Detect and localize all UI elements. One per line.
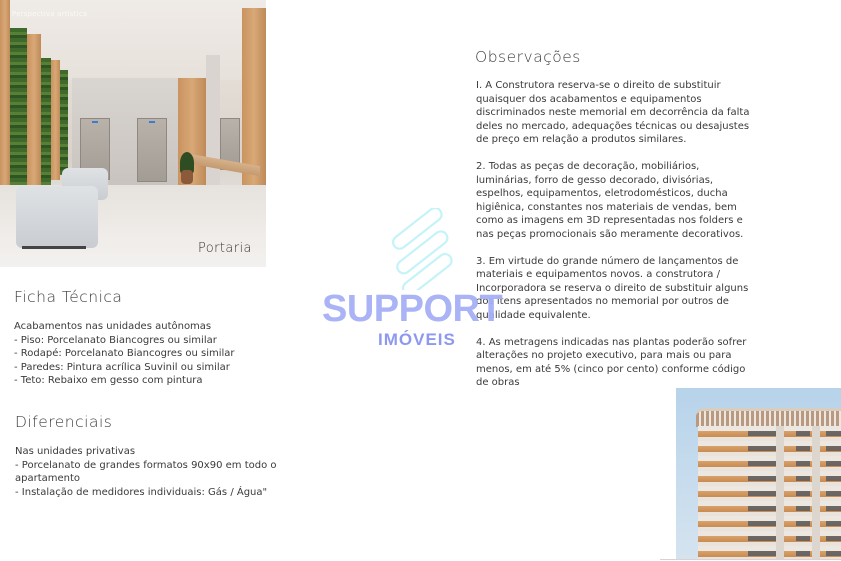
ficha-tecnica-body xyxy=(14,320,294,388)
ficha-line: - Piso: Porcelanato Biancogres ou similar xyxy=(14,334,217,346)
wood-column xyxy=(51,60,60,180)
observacao-item: 4. As metragens indicadas nas plantas poderão sofrer alterações no projeto executivo, para mais ou para menos, em até 5% (cinco por cento) conforme código de obras xyxy=(476,336,747,388)
observacao-item: 2. Todas as peças de decoração, mobiliários, luminárias, forro de gesso decorado, divisórias, espelhos, equipamentos, eletrodomésticos, ducha higiênica, constantes nos materiais de vendas, bem como as imagens em 3D representadas nos folders e nas peças promocionais são meramente decorativos. xyxy=(476,161,744,240)
wood-column xyxy=(27,34,41,204)
building-windows xyxy=(748,426,778,559)
elevator-door xyxy=(137,118,167,182)
watermark-brand: SUPPORT xyxy=(322,288,503,330)
building-column xyxy=(776,426,784,559)
observacao-item: I. A Construtora reserva-se o direito de substituir quaisquer dos acabamentos e equipamentos discriminados neste memorial em decorrência da falta deles no mercado, adequações técnicas ou desajustes de preço em relação a produtos similares. xyxy=(476,80,750,145)
watermark-subbrand: IMÓVEIS xyxy=(378,330,456,349)
ficha-line: - Teto: Rebaixo em gesso com pintura xyxy=(14,375,203,386)
sofa-front xyxy=(16,186,98,248)
diferenciais-title: Diferenciais xyxy=(15,413,113,431)
diferenciais-line: - Porcelanato de grandes formatos 90x90 em todo o apartamento xyxy=(15,459,277,484)
observacao-item: 3. Em virtude do grande número de lançamentos de materiais e equipamentos novos. a construtora / Incorporadora se reserva o direito de substituir alguns dos itens apresentados no memorial por outros de qualidade equivalente. xyxy=(476,255,749,321)
artistic-perspective-label: Perspectiva artística xyxy=(12,10,88,18)
building-windows xyxy=(796,426,810,559)
ficha-line: - Rodapé: Porcelanato Biancogres ou similar xyxy=(14,348,235,359)
ficha-tecnica-title: Ficha Técnica xyxy=(14,288,123,306)
vase xyxy=(181,170,193,184)
ficha-line: Acabamentos nas unidades autônomas xyxy=(14,321,212,332)
s-logo-icon xyxy=(384,208,460,290)
vertical-garden xyxy=(60,70,68,175)
image-caption: Portaria xyxy=(198,241,252,256)
divider xyxy=(660,559,841,560)
observacoes-body xyxy=(476,79,756,403)
building-roof xyxy=(696,408,841,427)
building-column xyxy=(812,426,820,559)
building-render-image xyxy=(676,388,841,559)
sofa-base xyxy=(22,246,86,249)
diferenciais-line: - Instalação de medidores individuais: Gás / Água" xyxy=(15,486,268,498)
ficha-line: - Paredes: Pintura acrílica Suvinil ou similar xyxy=(14,361,230,373)
vertical-garden xyxy=(41,58,51,188)
diferenciais-body xyxy=(15,445,315,499)
building-windows xyxy=(826,426,841,559)
diferenciais-line: Nas unidades privativas xyxy=(15,446,136,457)
observacoes-title: Observações xyxy=(475,48,581,66)
lobby-render-image xyxy=(0,0,266,267)
pillar xyxy=(206,55,220,205)
